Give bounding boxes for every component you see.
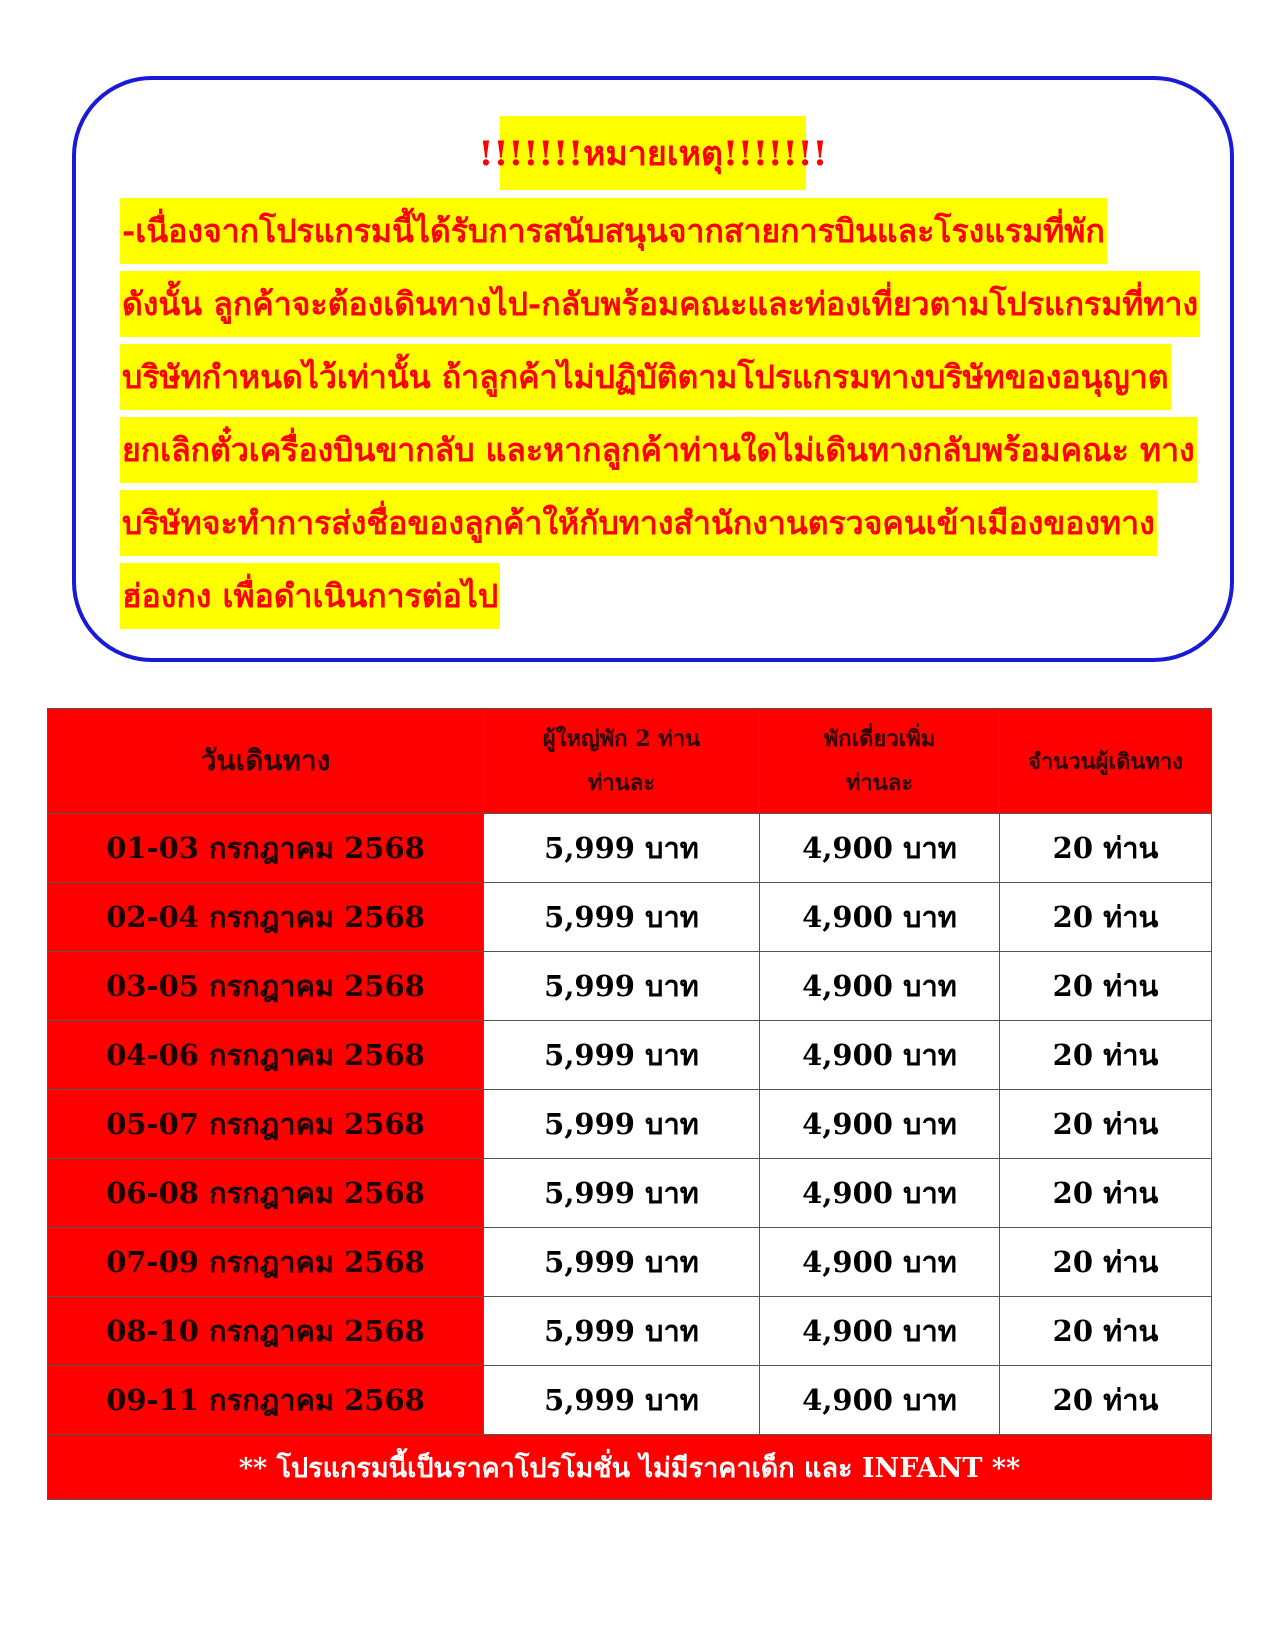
seats-cell: 20 ท่าน <box>1000 883 1212 952</box>
date-cell: 07-09 กรกฎาคม 2568 <box>48 1228 484 1297</box>
notice-line-text: ฮ่องกง เพื่อดำเนินการต่อไป <box>120 563 500 629</box>
single-price-cell: 4,900 บาท <box>760 1366 1000 1435</box>
header-adult-line2: ท่านละ <box>587 770 656 796</box>
table-header-row <box>48 709 1212 814</box>
single-price-cell: 4,900 บาท <box>760 952 1000 1021</box>
table-row <box>48 814 1212 883</box>
adult-price-cell: 5,999 บาท <box>484 1021 760 1090</box>
single-price-cell: 4,900 บาท <box>760 883 1000 952</box>
adult-price-cell: 5,999 บาท <box>484 1366 760 1435</box>
table-row <box>48 1228 1212 1297</box>
table-row <box>48 1021 1212 1090</box>
price-table <box>47 708 1212 1500</box>
header-date: วันเดินทาง <box>48 709 484 814</box>
date-cell: 04-06 กรกฎาคม 2568 <box>48 1021 484 1090</box>
adult-price-cell: 5,999 บาท <box>484 1159 760 1228</box>
adult-price-cell: 5,999 บาท <box>484 1297 760 1366</box>
single-price-cell: 4,900 บาท <box>760 814 1000 883</box>
notice-line <box>120 271 1200 337</box>
notice-line-text: ยกเลิกตั๋วเครื่องบินขากลับ และหากลูกค้าท่านใดไม่เดินทางกลับพร้อมคณะ ทาง <box>120 417 1197 483</box>
single-price-cell: 4,900 บาท <box>760 1228 1000 1297</box>
table-row <box>48 1090 1212 1159</box>
date-cell: 08-10 กรกฎาคม 2568 <box>48 1297 484 1366</box>
single-price-cell: 4,900 บาท <box>760 1090 1000 1159</box>
notice-line-text: บริษัทจะทำการส่งชื่อของลูกค้าให้กับทางสำนักงานตรวจคนเข้าเมืองของทาง <box>120 490 1157 556</box>
single-price-cell: 4,900 บาท <box>760 1021 1000 1090</box>
table-row <box>48 952 1212 1021</box>
date-cell: 02-04 กรกฎาคม 2568 <box>48 883 484 952</box>
seats-cell: 20 ท่าน <box>1000 1366 1212 1435</box>
notice-line <box>120 563 500 629</box>
header-single-line1: พักเดี่ยวเพิ่ม <box>823 726 936 752</box>
header-adult-price <box>484 709 760 814</box>
table-row <box>48 1366 1212 1435</box>
adult-price-cell: 5,999 บาท <box>484 952 760 1021</box>
seats-cell: 20 ท่าน <box>1000 1228 1212 1297</box>
date-cell: 06-08 กรกฎาคม 2568 <box>48 1159 484 1228</box>
date-cell: 09-11 กรกฎาคม 2568 <box>48 1366 484 1435</box>
notice-line <box>120 490 1157 556</box>
single-price-cell: 4,900 บาท <box>760 1297 1000 1366</box>
notice-line-text: -เนื่องจากโปรแกรมนี้ได้รับการสนับสนุนจากสายการบินและโรงแรมที่พัก <box>120 198 1107 264</box>
footer-note: ** โปรแกรมนี้เป็นราคาโปรโมชั่น ไม่มีราคาเด็ก และ INFANT ** <box>48 1435 1212 1500</box>
table-row <box>48 883 1212 952</box>
adult-price-cell: 5,999 บาท <box>484 814 760 883</box>
table-footer-row <box>48 1435 1212 1500</box>
notice-line-text: ดังนั้น ลูกค้าจะต้องเดินทางไป-กลับพร้อมคณะและท่องเที่ยวตามโปรแกรมที่ทาง <box>120 271 1200 337</box>
adult-price-cell: 5,999 บาท <box>484 1090 760 1159</box>
seats-cell: 20 ท่าน <box>1000 952 1212 1021</box>
notice-line <box>120 417 1197 483</box>
table-row <box>48 1159 1212 1228</box>
notice-line <box>120 198 1107 264</box>
header-seats: จำนวนผู้เดินทาง <box>1000 709 1212 814</box>
seats-cell: 20 ท่าน <box>1000 1297 1212 1366</box>
table-row <box>48 1297 1212 1366</box>
seats-cell: 20 ท่าน <box>1000 1159 1212 1228</box>
seats-cell: 20 ท่าน <box>1000 1090 1212 1159</box>
notice-title: !!!!!!!หมายเหตุ!!!!!!! <box>500 116 806 190</box>
notice-line <box>120 344 1171 410</box>
header-single-line2: ท่านละ <box>845 770 914 796</box>
single-price-cell: 4,900 บาท <box>760 1159 1000 1228</box>
header-adult-line1: ผู้ใหญ่พัก 2 ท่าน <box>542 726 701 752</box>
header-single-supplement <box>760 709 1000 814</box>
date-cell: 03-05 กรกฎาคม 2568 <box>48 952 484 1021</box>
date-cell: 05-07 กรกฎาคม 2568 <box>48 1090 484 1159</box>
date-cell: 01-03 กรกฎาคม 2568 <box>48 814 484 883</box>
seats-cell: 20 ท่าน <box>1000 814 1212 883</box>
notice-line-text: บริษัทกำหนดไว้เท่านั้น ถ้าลูกค้าไม่ปฏิบัติตามโปรแกรมทางบริษัทของอนุญาต <box>120 344 1171 410</box>
adult-price-cell: 5,999 บาท <box>484 1228 760 1297</box>
adult-price-cell: 5,999 บาท <box>484 883 760 952</box>
seats-cell: 20 ท่าน <box>1000 1021 1212 1090</box>
